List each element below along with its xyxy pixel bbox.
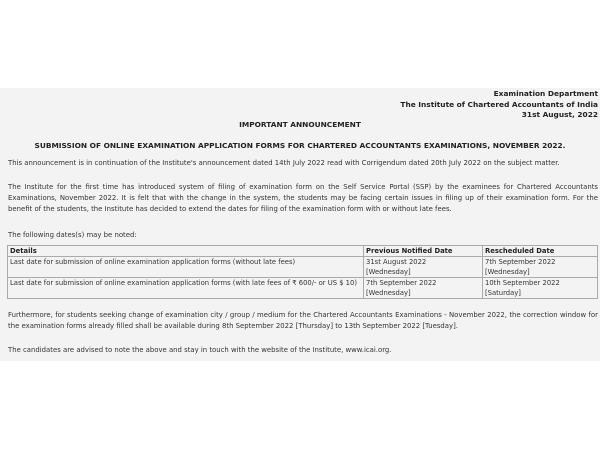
previous-day: [Wednesday] <box>366 289 411 297</box>
institute-name: The Institute of Chartered Accountants of India <box>400 99 598 109</box>
row-previous-date <box>364 257 483 278</box>
row-rescheduled-date <box>483 278 598 299</box>
column-header-rescheduled-date: Rescheduled Date <box>483 246 598 257</box>
column-header-details: Details <box>8 246 364 257</box>
previous-date: 31st August 2022 <box>366 258 427 266</box>
announcement-date: 31st August, 2022 <box>521 110 598 119</box>
document-header <box>400 89 598 121</box>
row-previous-date <box>364 278 483 299</box>
paragraph-continuation: This announcement is in continuation of the Institute's announcement dated 14th July 2022 read with Corrigendum dated 20th July 2022 on the subject matter. <box>8 159 560 167</box>
dates-table <box>7 245 598 299</box>
paragraph-closing-advice: The candidates are advised to note the above and stay in touch with the website of the Institute, www.icai.org. <box>8 346 392 354</box>
rescheduled-day: [Saturday] <box>485 289 521 297</box>
rescheduled-day: [Wednesday] <box>485 268 530 276</box>
previous-day: [Wednesday] <box>366 268 411 276</box>
table-row <box>8 257 598 278</box>
column-header-previous-date: Previous Notified Date <box>364 246 483 257</box>
rescheduled-date: 10th September 2022 <box>485 279 560 287</box>
row-details: Last date for submission of online examination application forms (without late fees) <box>8 257 364 278</box>
table-row <box>8 278 598 299</box>
department-name: Examination Department <box>493 89 598 98</box>
paragraph-ssp-intro: The Institute for the first time has introduced system of filing of examination form on the Self Service Portal (SSP) by the examinees for Chartered Accountants Examinations, November 2022. It is felt that with the change in the system, the students may be facing certain issues in filing up of their examination form. For the benefit of the students, the Institute has decided to extend the dates for filing of the examination form with or without late fees. <box>8 183 598 214</box>
rescheduled-date: 7th September 2022 <box>485 258 556 266</box>
announcement-title: IMPORTANT ANNOUNCEMENT <box>239 120 361 129</box>
table-header-row <box>8 246 598 257</box>
paragraph-correction-window: Furthermore, for students seeking change of examination city / group / medium for the Chartered Accountants Examinations - November 2022, the correction window for the examination forms already filled shall be available during 8th September 2022 [Thursday] to 13th September 2022 [Tuesday]. <box>8 311 598 331</box>
subject-heading: SUBMISSION OF ONLINE EXAMINATION APPLICATION FORMS FOR CHARTERED ACCOUNTANTS EXAMINATIONS, NOVEMBER 2022. <box>34 141 566 150</box>
row-rescheduled-date <box>483 257 598 278</box>
previous-date: 7th September 2022 <box>366 279 437 287</box>
row-details: Last date for submission of online examination application forms (with late fees of ₹ 600/- or US $ 10) <box>8 278 364 299</box>
paragraph-dates-intro: The following dates(s) may be noted: <box>8 231 137 239</box>
